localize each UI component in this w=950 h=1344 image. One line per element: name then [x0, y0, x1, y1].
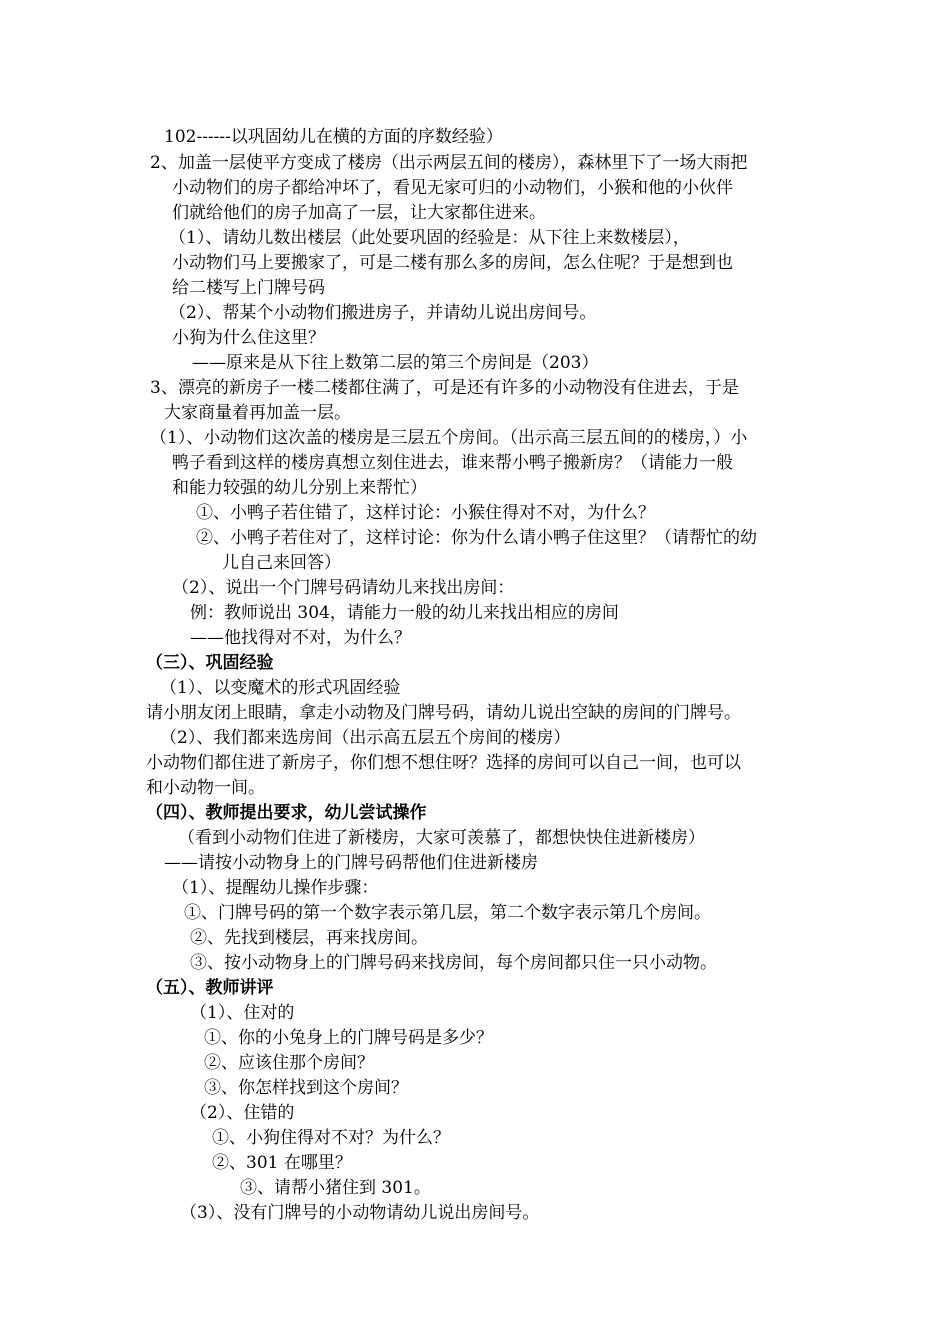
text-line: 102------以巩固幼儿在横的方面的序数经验）: [164, 127, 503, 147]
text-line: ①、小狗住得对不对？为什么？: [212, 1128, 450, 1148]
text-line: 和能力较强的幼儿分别上来帮忙）: [172, 478, 427, 498]
text-line: ——他找得对不对，为什么？: [190, 628, 411, 648]
text-line: 例：教师说出 304，请能力一般的幼儿来找出相应的房间: [190, 603, 619, 623]
text-line: 和小动物一间。: [146, 778, 265, 798]
text-line: ——原来是从下往上数第二层的第三个房间是（203）: [192, 353, 599, 373]
text-line: ③、请帮小猪住到 301。: [240, 1178, 431, 1198]
text-line: ③、按小动物身上的门牌号码来找房间，每个房间都只住一只小动物。: [190, 953, 717, 973]
section-heading: （五）、教师讲评: [146, 978, 274, 998]
section-heading: （四）、教师提出要求，幼儿尝试操作: [146, 803, 427, 823]
section-heading: （三）、巩固经验: [146, 653, 274, 673]
text-line: 请小朋友闭上眼睛，拿走小动物及门牌号码，请幼儿说出空缺的房间的门牌号。: [146, 703, 741, 723]
text-line: （2）、帮某个小动物们搬进房子，并请幼儿说出房间号。: [169, 303, 597, 323]
text-line: ②、先找到楼层，再来找房间。: [190, 928, 428, 948]
text-line: ②、应该住那个房间？: [204, 1053, 374, 1073]
text-line: （3）、没有门牌号的小动物请幼儿说出房间号。: [180, 1203, 540, 1223]
text-line: （1）、以变魔术的形式巩固经验: [160, 678, 401, 698]
text-line: 儿自己来回答）: [222, 553, 341, 573]
text-line: （2）、我们都来选房间（出示高五层五个房间的楼房）: [160, 728, 571, 748]
text-line: 们就给他们的房子加高了一层，让大家都住进来。: [172, 203, 546, 223]
text-line: 小动物们的房子都给冲坏了，看见无家可归的小动物们，小猴和他的小伙伴: [172, 178, 733, 198]
text-line: 2、加盖一层使平方变成了楼房（出示两层五间的楼房），森林里下了一场大雨把: [150, 153, 748, 173]
text-line: 给二楼写上门牌号码: [172, 278, 325, 298]
text-line: （1）、提醒幼儿操作步骤：: [172, 878, 379, 898]
text-line: ②、小鸭子若住对了，这样讨论：你为什么请小鸭子住这里？（请帮忙的幼: [196, 528, 757, 548]
text-line: ②、301 在哪里？: [212, 1153, 352, 1173]
text-line: 小动物们都住进了新房子，你们想不想住呀？选择的房间可以自己一间，也可以: [146, 753, 741, 773]
text-line: 3、漂亮的新房子一楼二楼都住满了，可是还有许多的小动物没有住进去，于是: [150, 378, 739, 398]
text-line: 小狗为什么住这里？: [172, 328, 325, 348]
text-line: 大家商量着再加盖一层。: [164, 403, 351, 423]
text-line: （2）、住错的: [190, 1103, 295, 1123]
text-line: （2）、说出一个门牌号码请幼儿来找出房间：: [172, 578, 515, 598]
text-line: ③、你怎样找到这个房间？: [204, 1078, 408, 1098]
text-line: ①、门牌号码的第一个数字表示第几层，第二个数字表示第几个房间。: [184, 903, 711, 923]
text-line: ——请按小动物身上的门牌号码帮他们住进新楼房: [164, 853, 538, 873]
text-line: （看到小动物们住进了新楼房，大家可羡慕了，都想快快住进新楼房）: [178, 828, 705, 848]
text-line: （1）、小动物们这次盖的楼房是三层五个房间。（出示高三层五间的的楼房，）小: [150, 428, 748, 448]
text-line: ①、小鸭子若住错了，这样讨论：小猴住得对不对，为什么？: [196, 503, 655, 523]
text-line: （1）、请幼儿数出楼层（此处要巩固的经验是：从下往上来数楼层），: [169, 228, 690, 248]
text-line: 小动物们马上要搬家了，可是二楼有那么多的房间，怎么住呢？于是想到也: [172, 253, 733, 273]
text-line: ①、你的小兔身上的门牌号码是多少？: [204, 1028, 493, 1048]
text-line: 鸭子看到这样的楼房真想立刻住进去，谁来帮小鸭子搬新房？（请能力一般: [172, 453, 733, 473]
text-line: （1）、住对的: [190, 1003, 295, 1023]
